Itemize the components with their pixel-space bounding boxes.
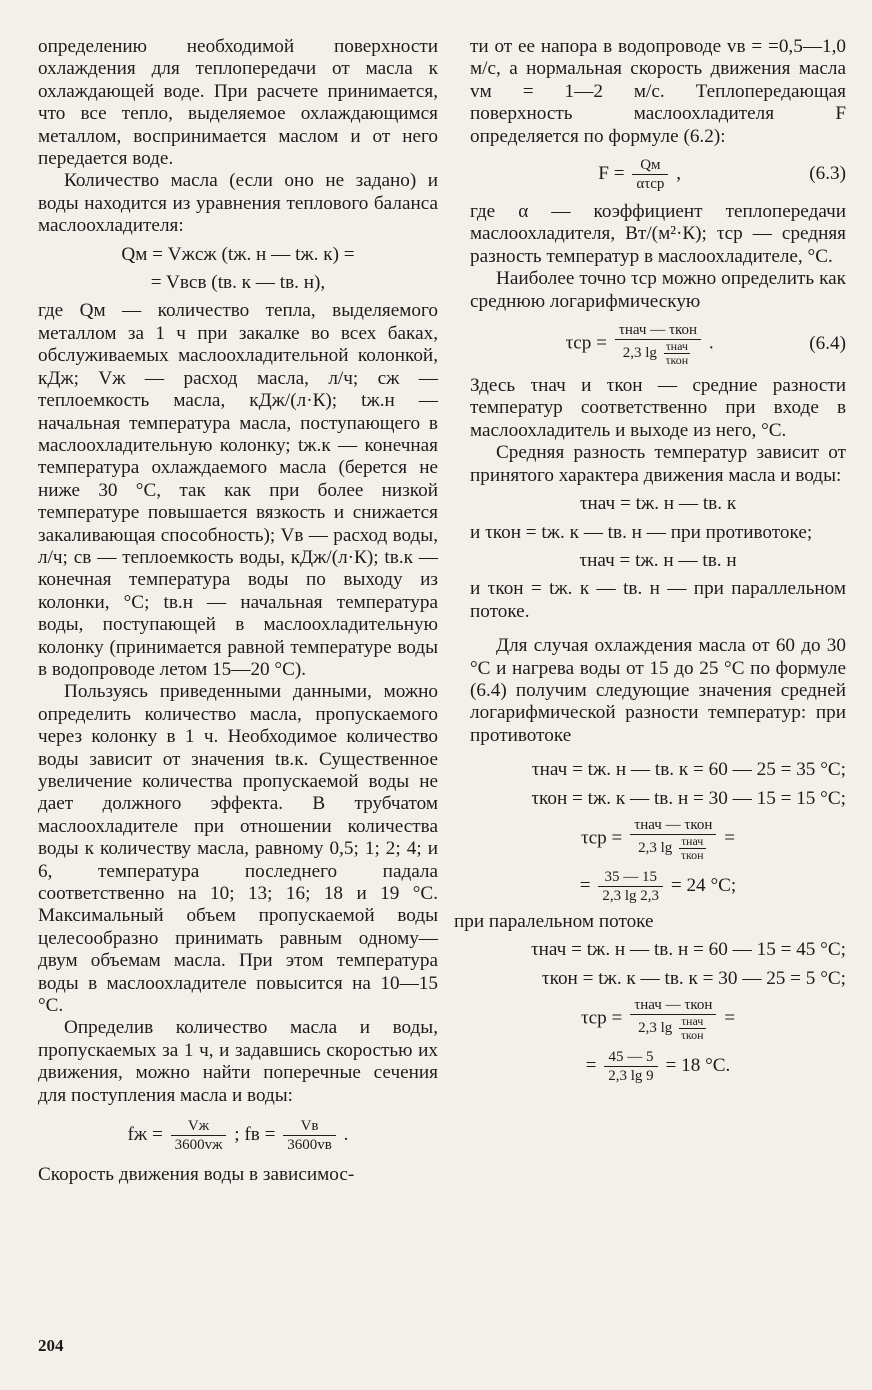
fraction: [664, 340, 690, 367]
page-number: 204: [38, 1336, 64, 1355]
fraction-denominator: τкон: [681, 1028, 704, 1043]
fraction-numerator: τнач — τкон: [630, 996, 716, 1015]
eq-text: 2,3 lg: [622, 345, 657, 361]
fraction-numerator: Qм: [632, 156, 668, 175]
equation-parallel-start: τнач = tж. н — tв. н: [579, 549, 737, 571]
fraction: [630, 816, 716, 862]
eq-text: ,: [676, 162, 681, 184]
equation-heat-balance-line1: Qм = Vжcж (tж. н — tж. к) =: [121, 243, 355, 265]
fraction-denominator: τкон: [665, 353, 689, 368]
fraction-denominator: τкон: [681, 847, 704, 862]
eq-text: = 24 °C;: [670, 874, 737, 896]
eq-text: =: [724, 827, 736, 849]
paragraph: Количество масла (если оно не задано) и воды находится из уравнения теплового баланса маслоохладителя:: [38, 170, 438, 237]
fraction-numerator: 35 — 15: [598, 868, 663, 887]
eq-text: 2,3 lg: [638, 839, 673, 856]
calc-counterflow-result: [470, 868, 846, 905]
paragraph: Здесь τнач и τкон — средние разности температур соответственно при входе в маслоохладитель и выходе из него, °C.: [470, 375, 846, 441]
fraction-numerator: τнач: [679, 1015, 705, 1029]
eq-text: τср =: [580, 827, 623, 849]
spacer: [470, 623, 846, 635]
fraction: [630, 996, 716, 1042]
fraction-denominator: 2,3 lg 2,3: [602, 887, 660, 904]
right-column: [454, 36, 846, 1091]
eq-text: ; fв =: [234, 1124, 276, 1145]
paragraph: Скорость движения воды в зависимос-: [38, 1164, 355, 1186]
paragraph: Для случая охлаждения масла от 60 до 30 °C и нагрева воды от 15 до 25 °C по формуле (6.4) получим следующие значения средней логарифмической разности температур: при противотоке: [470, 635, 846, 746]
eq-text: F =: [598, 162, 625, 184]
eq-text: .: [708, 332, 714, 354]
eq-text: = 18 °C.: [665, 1055, 731, 1077]
fraction: [679, 835, 705, 862]
paragraph: где α — коэффициент теплопередачи маслоохладителя, Вт/(м²·К); τср — средняя разность температур в маслоохладителе, °C.: [470, 201, 846, 267]
calc-counterflow-tau-start: τнач = tж. н — tв. к = 60 — 25 = 35 °C;: [531, 759, 846, 781]
paragraph: при паралельном потоке: [454, 910, 654, 932]
paragraph: Наиболее точно τср можно определить как среднюю логарифмическую: [470, 268, 846, 312]
equation-heat-balance-line2: = Vвcв (tв. к — tв. н),: [150, 272, 326, 294]
fraction-denominator: [630, 835, 716, 862]
equation-cross-sections: [38, 1117, 438, 1154]
fraction-denominator: [615, 340, 701, 367]
eq-text: =: [724, 1007, 736, 1029]
eq-text: .: [343, 1124, 349, 1145]
paragraph: Пользуясь приведенными данными, можно определить количество масла, пропускаемого через колонку в 1 ч. Необходимое количество воды зависит от значения tв.к. Существенное увеличение количества пропускаемой воды не дает должного эффекта. В трубчатом маслоохладителе при отношении количества воды к количеству масла, равному 0,5; 1; 2; 4; и 6, температура последнего падала соответственно на 10; 13; 16; 18 и 19 °C. Максимальный объем пропускаемой воды целесообразно принимать равным одному—двум объемам масла. При этом температура воды в маслоохладителе повысится на 10—15 °C.: [38, 681, 438, 1017]
equation-parallel-end: и τкон = tж. к — tв. н — при параллельном потоке.: [470, 578, 846, 622]
fraction-numerator: τнач — τкон: [630, 816, 716, 835]
fraction-numerator: τнач: [679, 835, 705, 849]
equation-6-3: [470, 156, 846, 193]
eq-text: =: [585, 1055, 597, 1077]
fraction-denominator: ατср: [636, 176, 665, 193]
calc-counterflow-tau-mean: [470, 816, 846, 862]
fraction-denominator: 3600vж: [174, 1137, 223, 1154]
left-column: [38, 36, 438, 1187]
fraction: [615, 321, 701, 367]
equation-counterflow-start: τнач = tж. н — tв. к: [579, 493, 737, 515]
eq-text: =: [579, 874, 591, 896]
fraction-numerator: τнач: [664, 340, 690, 354]
eq-text: fж =: [127, 1124, 163, 1145]
paragraph: Определив количество масла и воды, пропускаемых за 1 ч, и задавшись скоростью их движения, можно найти поперечные сечения для поступления масла и воды:: [38, 1017, 438, 1106]
calc-parallel-tau-end: τкон = tж. к — tв. к = 30 — 25 = 5 °C;: [541, 967, 846, 989]
fraction-denominator: 2,3 lg 9: [608, 1068, 654, 1085]
paragraph: определению необходимой поверхности охлаждения для теплопередачи от масла к охлаждающей воде. При расчете принимается, что все тепло, выделяемое охлаждающимся металлом, воспринимается маслом и от него передается воде.: [38, 36, 438, 170]
equation-number: (6.3): [809, 163, 846, 185]
paragraph: Средняя разность температур зависит от принятого характера движения масла и воды:: [470, 442, 846, 486]
calc-counterflow-tau-end: τкон = tж. к — tв. н = 30 — 15 = 15 °C;: [531, 787, 846, 809]
fraction: [171, 1117, 227, 1154]
fraction-numerator: 45 — 5: [604, 1048, 657, 1067]
fraction: [679, 1015, 705, 1042]
fraction-denominator: 3600vв: [287, 1137, 332, 1154]
eq-text: τср =: [580, 1007, 623, 1029]
fraction-numerator: Vв: [283, 1117, 336, 1136]
fraction: [632, 156, 668, 193]
paragraph: ти от ее напора в водопроводе vв = =0,5—1,0 м/с, а нормальная скорость движения масла vм = 1—2 м/с. Теплопередающая поверхность маслоохладителя F определяется по формуле (6.2):: [470, 36, 846, 147]
calc-parallel-result: [470, 1048, 846, 1085]
paragraph: где Qм — количество тепла, выделяемого металлом за 1 ч при закалке во всех баках, обслуживаемых маслоохладительной колонкой, кДж; Vж — расход масла, л/ч; cж — теплоемкость масла, кДж/(л·К); tж.н — начальная температура масла, поступающего в маслоохладительную колонку; tж.к — конечная температура охлаждаемого масла (берется не ниже 30 °C, так как при более низкой температуре повышается вязкость и снижается закаливающая способность); Vв — расход воды, л/ч; cв — теплоемкость воды, кДж/(л·К); tв.к — конечная температура воды по выходу из колонки, °C; tв.н — начальная температура воды, поступающей в маслоохладительную колонку (принимается равной температуре воды в водопроводе летом 15—20 °C).: [38, 300, 438, 680]
fraction-numerator: τнач — τкон: [615, 321, 701, 340]
fraction: [598, 868, 663, 905]
fraction-numerator: Vж: [171, 1117, 227, 1136]
calc-parallel-tau-start: τнач = tж. н — tв. н = 60 — 15 = 45 °C;: [530, 939, 846, 961]
equation-counterflow-end: и τкон = tж. к — tв. н — при противотоке;: [470, 521, 813, 543]
equation-6-4: [470, 321, 846, 367]
equation-body: [470, 321, 809, 367]
fraction-denominator: [630, 1015, 716, 1042]
spacer: [470, 747, 846, 753]
calc-parallel-tau-mean: [470, 996, 846, 1042]
fraction: [604, 1048, 657, 1085]
eq-text: 2,3 lg: [638, 1020, 673, 1037]
equation-number: (6.4): [809, 332, 846, 354]
fraction: [283, 1117, 336, 1154]
equation-body: [470, 156, 809, 193]
eq-text: τср =: [565, 332, 608, 354]
